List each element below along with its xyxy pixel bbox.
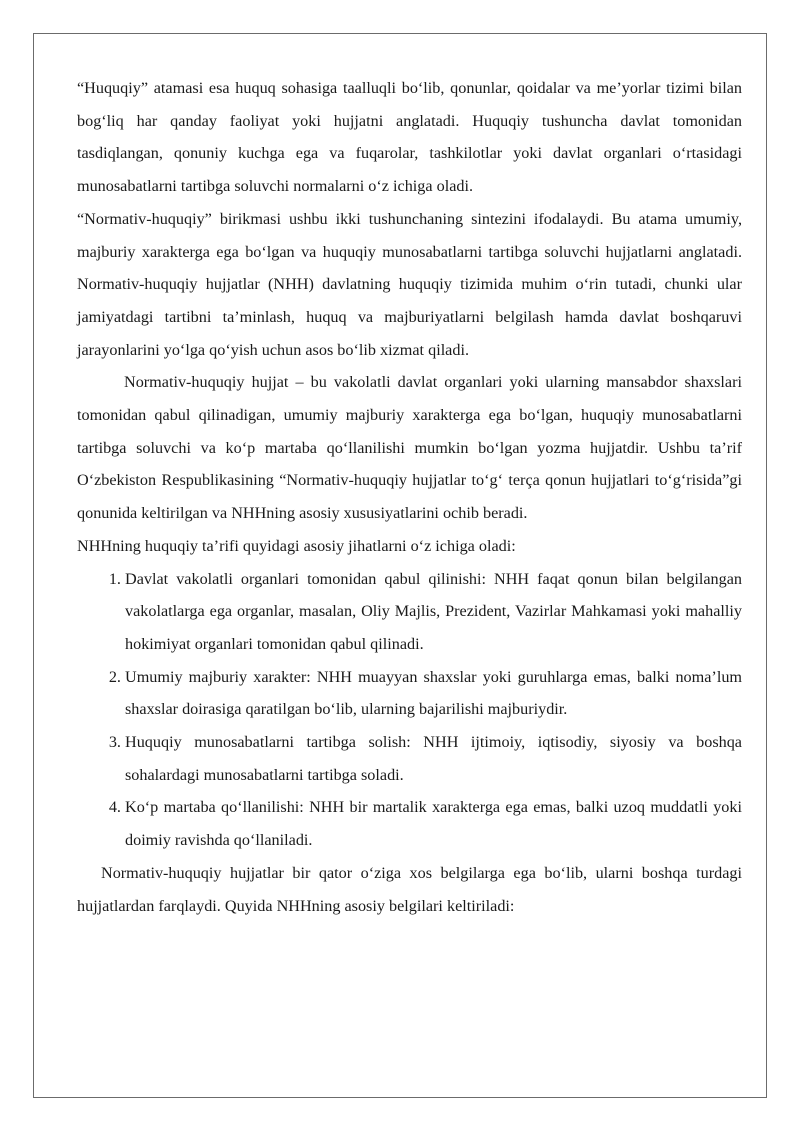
paragraph-huquqiy-definition: “Huquqiy” atamasi esa huquq sohasiga taalluqli bo‘lib, qonunlar, qoidalar va me’yorlar tizimi bilan bog‘liq har qanday faoliyat yoki hujjatni anglatadi. Huquqiy tushuncha davlat tomonidan tasdiqlangan, qonuniy kuchga ega va fuqarolar, tashkilotlar yoki davlat organlari o‘rtasidagi munosabatlarni tartibga soluvchi normalarni o‘z ichiga oladi. <box>77 79 742 196</box>
list-item: 3. Huquqiy munosabatlarni tartibga solish: NHH ijtimoiy, iqtisodiy, siyosiy va boshqa sohalardagi munosabatlarni tartibga soladi. <box>125 726 742 791</box>
paragraph-nhh-definition: Normativ-huquqiy hujjat – bu vakolatli davlat organlari yoki ularning mansabdor shaxslari tomonidan qabul qilinadigan, umumiy majburiy xarakterga ega bo‘lgan, huquqiy munosabatlarni tartibga soluvchi va ko‘p martaba qo‘llanilishi mumkin bo‘lgan yozma hujjatdir. Ushbu ta’rif O‘zbekiston Respublikasining “Normativ-huquqiy hujjatlar to‘g‘ terça qonun hujjatlari to‘g‘risida”gi qonunida keltirilgan va NHHning asosiy xususiyatlarini ochib beradi. <box>77 373 742 523</box>
list-item: 4. Ko‘p martaba qo‘llanilishi: NHH bir martalik xarakterga ega emas, balki uzoq muddatli yoki doimiy ravishda qo‘llaniladi. <box>125 791 742 856</box>
aspects-list <box>77 563 742 857</box>
list-item: 2. Umumiy majburiy xarakter: NHH muayyan shaxslar yoki guruhlarga emas, balki noma’lum shaxslar doirasiga qaratilgan bo‘lib, ularning bajarilishi majburiydir. <box>125 661 742 726</box>
paragraph-list-intro: NHHning huquqiy ta’rifi quyidagi asosiy jihatlarni o‘z ichiga oladi: <box>77 536 516 555</box>
list-item: 1. Davlat vakolatli organlari tomonidan qabul qilinishi: NHH faqat qonun bilan belgilangan vakolatlarga ega organlar, masalan, Oliy Majlis, Prezident, Vazirlar Mahkamasi yoki mahalliy hokimiyat organlari tomonidan qabul qilinadi. <box>125 563 742 661</box>
document-body <box>77 72 742 922</box>
paragraph-normativ-huquqiy-definition: “Normativ-huquqiy” birikmasi ushbu ikki tushunchaning sintezini ifodalaydi. Bu atama umumiy, majburiy xarakterga ega bo‘lgan va huquqiy munosabatlarni tartibga soluvchi hujjatlarni anglatadi. Normativ-huquqiy hujjatlar (NHH) davlatning huquqiy tizimida muhim o‘rin tutadi, chunki ular jamiyatdagi tartibni ta’minlash, huquq va majburiyatlarni belgilash hamda davlat boshqaruvi jarayonlarini yo‘lga qo‘yish uchun asos bo‘lib xizmat qiladi. <box>77 209 742 359</box>
paragraph-closing: Normativ-huquqiy hujjatlar bir qator o‘ziga xos belgilarga ega bo‘lib, ularni boshqa turdagi hujjatlardan farqlaydi. Quyida NHHning asosiy belgilari keltiriladi: <box>77 863 742 915</box>
